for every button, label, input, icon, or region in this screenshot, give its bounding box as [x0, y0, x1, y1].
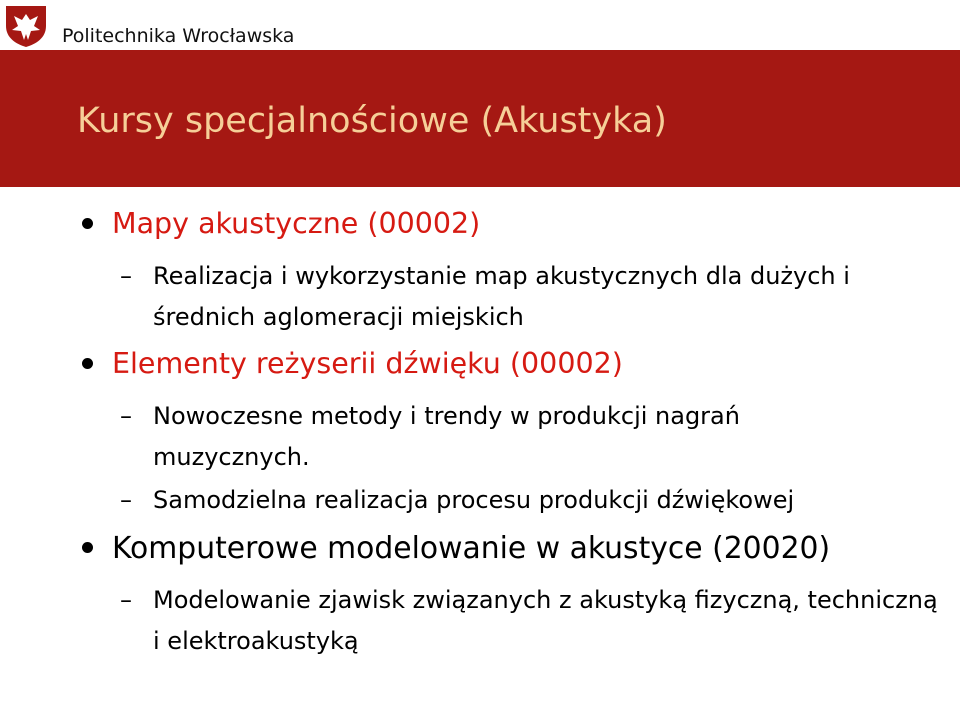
dash-icon: – [120, 262, 132, 290]
bullet-label: Komputerowe modelowanie w akustyce (20020) [112, 531, 831, 566]
sub-bullet-text: Samodzielna realizacja procesu produkcji dźwiękowej [153, 486, 795, 514]
bullet-dot-icon [82, 542, 93, 553]
sub-bullet-item [120, 256, 943, 338]
bullet-dot-icon [82, 218, 93, 229]
slide-title: Kursy specjalnościowe (Akustyka) [77, 101, 667, 141]
bullet-item [112, 531, 831, 566]
sub-bullet-text: Realizacja i wykorzystanie map akustycznych dla dużych i średnich aglomeracji miejskich [153, 262, 850, 331]
dash-icon: – [120, 486, 132, 514]
bullet-label: Elementy reżyserii dźwięku (00002) [112, 347, 623, 380]
dash-icon: – [120, 586, 132, 614]
bullet-dot-icon [82, 358, 93, 369]
header-logo-bar [0, 0, 960, 50]
sub-bullet-item [120, 580, 943, 662]
bullet-label: Mapy akustyczne (00002) [112, 207, 481, 240]
sub-bullet-item [120, 480, 943, 521]
sub-bullet-text: Modelowanie zjawisk związanych z akustyką fizyczną, techniczną i elektroakustyką [153, 586, 938, 655]
sub-bullet-text: Nowoczesne metody i trendy w produkcji nagrań muzycznych. [153, 402, 740, 471]
eagle-crest-icon [4, 4, 48, 48]
bullet-item [112, 347, 623, 380]
sub-bullet-item [120, 396, 873, 478]
bullet-item [112, 207, 481, 240]
institution-name: Politechnika Wrocławska [62, 25, 295, 47]
dash-icon: – [120, 402, 132, 430]
